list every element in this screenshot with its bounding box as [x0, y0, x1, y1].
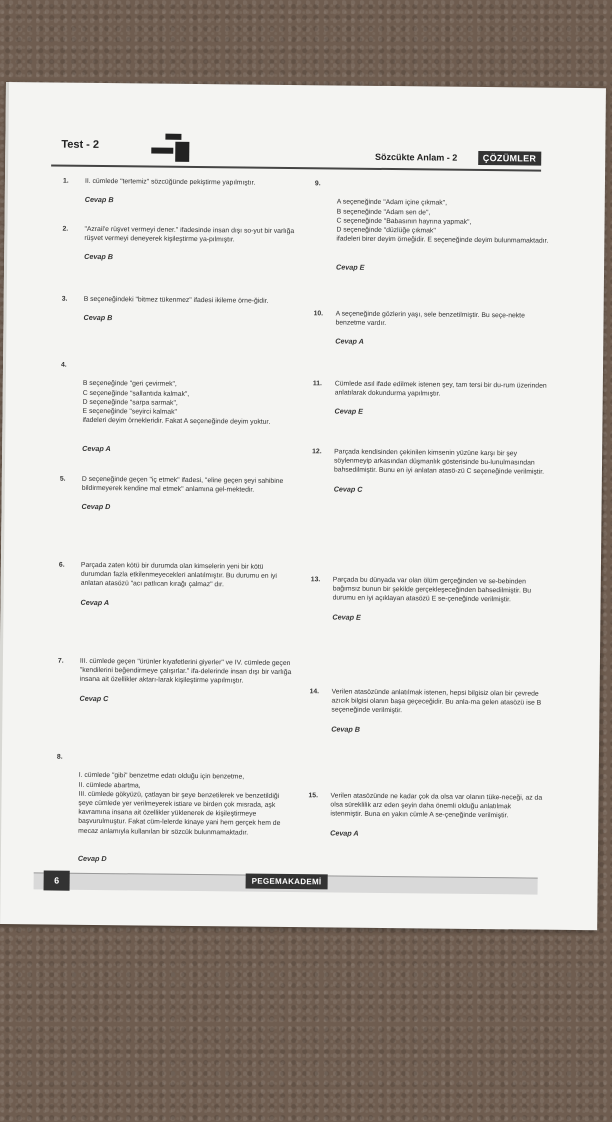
question-text: Verilen atasözünde ne kadar çok da olsa var olanın tüke-neceği, az da olsa süreklilik arz eden şeyin daha önemli olduğu anlatılmak istenmiştir. Buna en yakın cümle A se-çeneğinde verilmiştir. — [330, 792, 543, 820]
question-item — [313, 309, 549, 348]
page-footer — [34, 872, 538, 894]
answer-label: Cevap D — [77, 853, 107, 864]
question-item — [312, 447, 548, 495]
right-column — [308, 179, 551, 838]
question-number: 14. — [309, 688, 320, 696]
answer-label: Cevap B — [84, 252, 113, 262]
question-item — [313, 379, 549, 418]
question-number: 1. — [62, 177, 69, 185]
page-edge — [0, 82, 9, 924]
question-number: 2. — [62, 225, 69, 233]
question-item — [60, 475, 296, 514]
page-number: 6 — [44, 870, 70, 890]
question-text: Verilen atasözünde anlatılmak istenen, hepsi bilgisiz olan bir çevrede azıcık bilgisi olanın başa geçeceğidir. Bu anla-ma gelen atasözü ise B seçeneğinde verilmiştir. — [331, 688, 542, 715]
question-item — [60, 361, 297, 464]
test-label: Test - 2 — [61, 138, 100, 151]
question-item — [63, 177, 299, 207]
question-text: B seçeneğindeki "bitmez tükenmez" ifadesi ikileme örne-ğidir. — [83, 295, 269, 305]
question-number: 15. — [308, 792, 319, 800]
answer-label: Cevap B — [83, 313, 113, 323]
answer-label: Cevap C — [79, 693, 109, 703]
solutions-badge: ÇÖZÜMLER — [478, 151, 542, 166]
question-text: Cümlede asıl ifade edilmek istenen şey, tam tersi bir du-rum üzerinden anlatılarak dokundurma yapılmıştır. — [334, 380, 547, 398]
question-text: A seçeneğinde gözlerin yaşı, sele benzetilmiştir. Bu seçe-nekte benzetme vardır. — [335, 310, 525, 328]
question-number: 12. — [312, 448, 322, 456]
answer-label: Cevap A — [82, 443, 111, 453]
question-item — [310, 575, 546, 623]
answer-label: Cevap A — [80, 597, 110, 607]
question-number: 8. — [56, 753, 63, 761]
question-number: 11. — [312, 380, 322, 388]
question-text: III. cümlede geçen "ürünler kıyafetlerini giyerler" ve IV. cümlede geçen "kendilerini beğendirmeye çalışırlar." ifa-delerinde insan dışı bir varlığa insana ait özellikler aktarı-larak kişileştirme yapılmıştır. — [79, 657, 292, 685]
page-header — [51, 132, 541, 171]
question-text: "Azrail'e rüşvet vermeyi dener." ifadesinde insan dışı so-yut bir varlığa rüşvet vermeyi deneyerek kişileştirme ya-pılmıştır. — [84, 225, 295, 244]
answer-label: Cevap D — [81, 502, 111, 512]
question-number: 3. — [61, 295, 68, 303]
question-text: D seçeneğinde geçen "iç etmek" ifadesi, "eline geçen şeyi sahibine bildirmeyerek kendine mal etmek" anlamına gel-mektedir. — [81, 475, 284, 494]
question-number: 6. — [58, 561, 65, 569]
question-text: Parçada zaten kötü bir durumda olan kimselerin yeni bir kötü durumdan fazla etkilenmeyecekleri anlatılmıştır. Bu durumu en iyi anlatan atasözü "acı patlıcan kırağı çalmaz" dır. — [80, 561, 277, 589]
answer-label: Cevap E — [336, 262, 365, 272]
question-number: 10. — [313, 310, 324, 318]
book-page — [0, 82, 606, 930]
question-item — [314, 179, 551, 282]
question-text: A seçeneğinde "Adam içine çıkmak", B seçeneğinde "Adam sen de", C seçeneğinde "Babasının hayrına yapmak", D seçeneğinde "düzlüğe çıkmak" ifadeleri birer deyim örneğidir. E seçeneğinde deyim bulunmamaktadır. — [336, 198, 549, 245]
question-item — [61, 295, 297, 325]
question-text: Parçada kendisinden çekinilen kimsenin yüzüne karşı bir şey söylenmeyip arkasından düşmanlık gösterisinde bu-lunulmasından bahsedilmiştir. Bunu en iyi anlatan atasö-zü C seçeneğinde verilmiştir. — [333, 448, 545, 477]
question-item — [309, 687, 545, 735]
question-text: II. cümlede "tertemiz" sözcüğünde pekiştirme yapılmıştır. — [84, 177, 256, 187]
question-number: 5. — [59, 475, 66, 483]
question-number: 4. — [61, 361, 67, 369]
question-text: B seçeneğinde "geri çevirmek", C seçeneğinde "sallantıda kalmak", D seçeneğinde "sarpa sarmak", E seçeneğinde "seyirci kalmak" ifadeleri deyim örnekleridir. Fakat A seçeneğinde deyim yoktur. — [82, 380, 271, 427]
answer-label: Cevap A — [335, 336, 364, 347]
section-title: Sözcükte Anlam - 2 — [374, 151, 458, 163]
answer-label: Cevap B — [331, 724, 361, 734]
publisher-brand: PEGEMAKADEMİ — [246, 874, 328, 890]
question-item — [59, 561, 295, 609]
question-text: Parçada bu dünyada var olan ölüm gerçeğinden ve se-bebinden bağımsız bunun bir şekilde gerçekleşeceğinden bahsedilmiştir. Bu durumu en iyi açıklayan atasözü E se-çeneğinde verilmiştir. — [332, 576, 532, 604]
question-item — [308, 791, 544, 839]
question-item — [56, 753, 293, 875]
question-number: 13. — [310, 576, 321, 584]
answer-label: Cevap C — [333, 484, 363, 494]
answer-label: Cevap E — [332, 612, 361, 622]
question-item — [58, 657, 294, 705]
answer-label: Cevap A — [330, 828, 359, 838]
question-number: 7. — [57, 657, 64, 665]
answer-label: Cevap B — [84, 195, 114, 205]
question-item — [62, 225, 298, 264]
question-text: I. cümlede "gibi" benzetme edatı olduğu için benzetme, II. cümlede abartma, III. cümlede gökyüzü, çatlayan bir şeye benzetilerek ve benzetildiği şeye cümlede yer verilmeyerek istiare ve birden çok mısrada, aşk kavramına insana ait özellikler yüklenerek de kişileştirmeye başvurulmuştur. Fakat cüm-lelerde kinaye yani hem gerçek hem de mecaz anlamıyla kullanılan bir sözcük bulunmamaktadır. — [78, 772, 281, 837]
publisher-logo-icon — [151, 134, 201, 163]
left-column — [56, 177, 299, 864]
answer-label: Cevap E — [334, 406, 363, 417]
question-number: 9. — [314, 180, 321, 188]
